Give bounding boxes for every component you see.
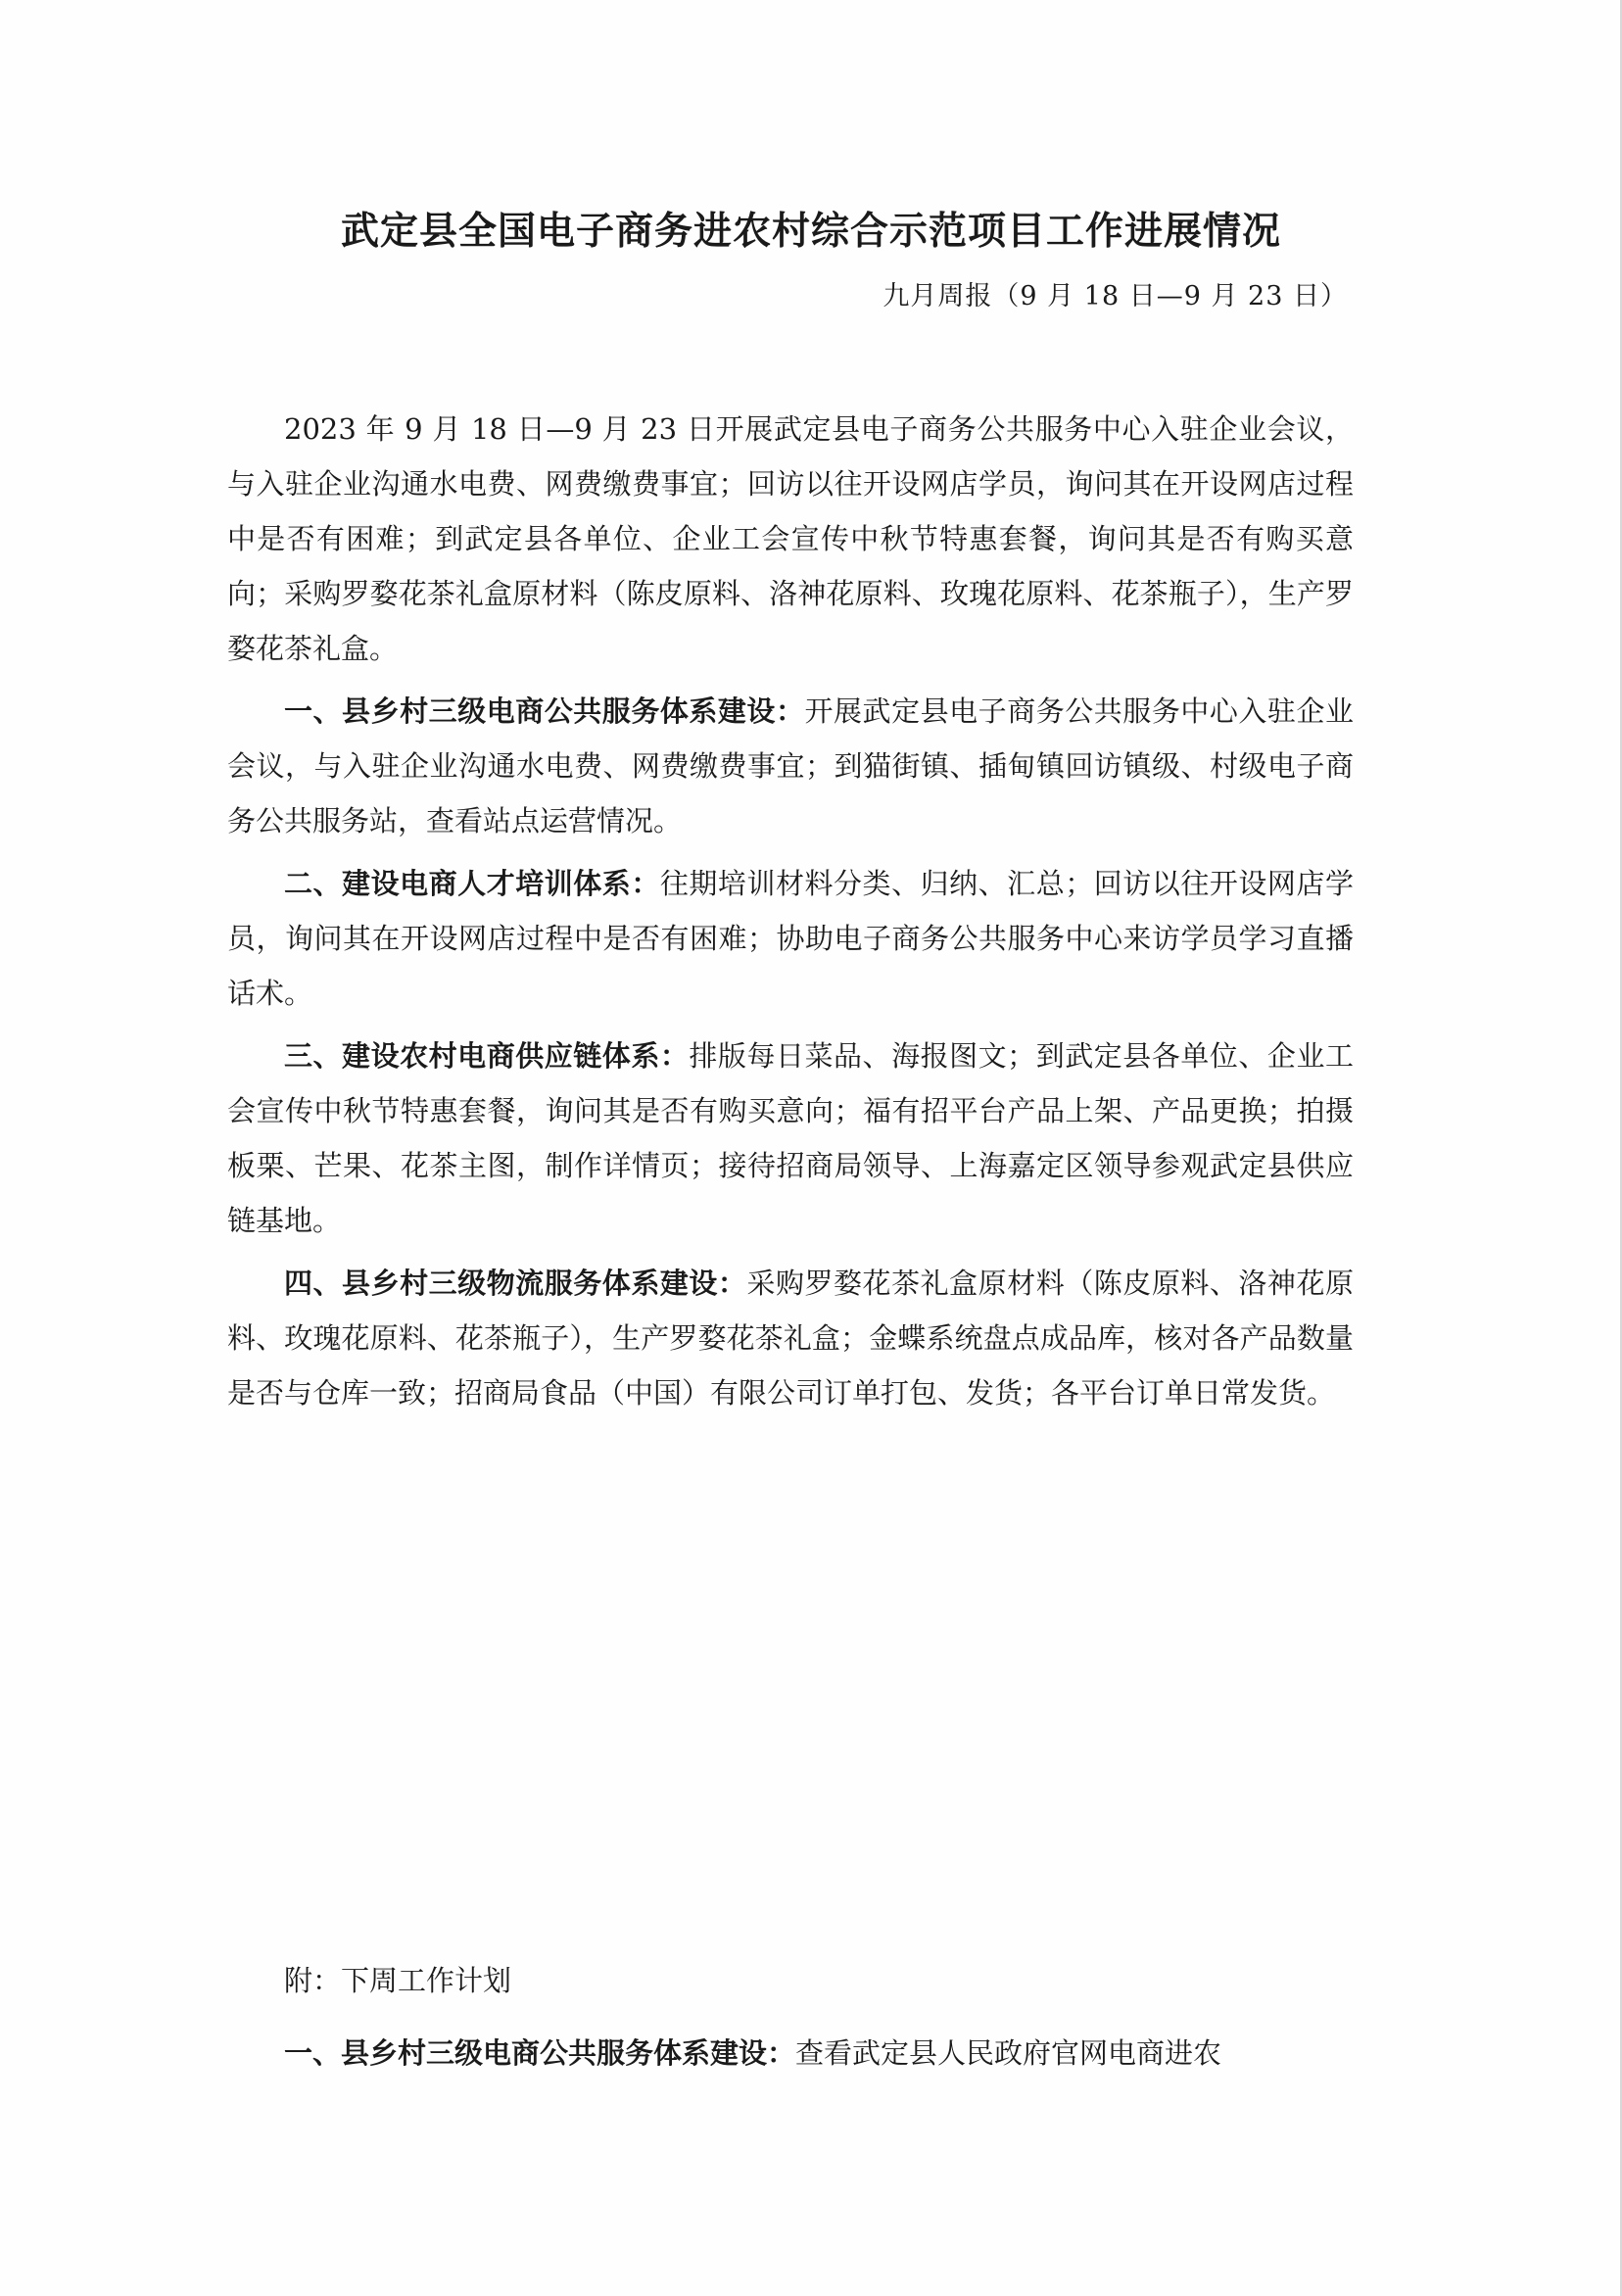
document-body <box>227 402 1354 1428</box>
section-heading-3: 三、建设农村电商供应链体系： <box>284 1039 690 1073</box>
section-text-3: 排版每日菜品、海报图文；到武定县各单位、企业工会宣传中秋节特惠套餐，询问其是否有购买意向；福有招平台产品上架、产品更换；拍摄板栗、芒果、花茶主图，制作详情页；接待招商局领导、上海嘉定区领导参观武定县供应链基地。 <box>227 1039 1354 1237</box>
section-paragraph-1 <box>227 684 1354 848</box>
section-heading-2: 二、建设电商人才培训体系： <box>284 867 660 900</box>
intro-paragraph: 2023 年 9 月 18 日—9 月 23 日开展武定县电子商务公共服务中心入驻企业会议，与入驻企业沟通水电费、网费缴费事宜；回访以往开设网店学员，询问其在开设网店过程中是否有困难；到武定县各单位、企业工会宣传中秋节特惠套餐，询问其是否有购买意向；采购罗婺花茶礼盒原材料（陈皮原料、洛神花原料、玫瑰花原料、花茶瓶子），生产罗婺花茶礼盒。 <box>227 412 1354 665</box>
section-heading-1: 一、县乡村三级电商公共服务体系建设： <box>284 694 805 728</box>
appendix-label: 附：下周工作计划 <box>284 1964 512 1997</box>
document-title: 武定县全国电子商务进农村综合示范项目工作进展情况 <box>340 210 1281 254</box>
section-text-2: 往期培训材料分类、归纳、汇总；回访以往开设网店学员，询问其在开设网店过程中是否有困难；协助电子商务公共服务中心来访学员学习直播话术。 <box>227 867 1354 1010</box>
section-paragraph-3 <box>227 1028 1354 1248</box>
appendix-first-text: 查看武定县人民政府官网电商进农 <box>795 2036 1222 2070</box>
appendix-first-heading: 一、县乡村三级电商公共服务体系建设： <box>284 2036 796 2070</box>
document-subtitle: 九月周报（9 月 18 日—9 月 23 日） <box>883 281 1348 311</box>
section-text-4: 采购罗婺花茶礼盒原材料（陈皮原料、洛神花原料、玫瑰花原料、花茶瓶子），生产罗婺花茶礼盒；金蝶系统盘点成品库，核对各产品数量是否与仓库一致；招商局食品（中国）有限公司订单打包、发货；各平台订单日常发货。 <box>227 1267 1354 1410</box>
appendix-first-item <box>227 2026 1354 2081</box>
section-paragraph-2 <box>227 856 1354 1021</box>
section-text-1: 开展武定县电子商务公共服务中心入驻企业会议，与入驻企业沟通水电费、网费缴费事宜；到猫街镇、插甸镇回访镇级、村级电子商务公共服务站，查看站点运营情况。 <box>227 694 1354 837</box>
section-paragraph-4 <box>227 1256 1354 1420</box>
appendix-block <box>227 1953 1354 2098</box>
section-heading-4: 四、县乡村三级物流服务体系建设： <box>284 1267 747 1300</box>
